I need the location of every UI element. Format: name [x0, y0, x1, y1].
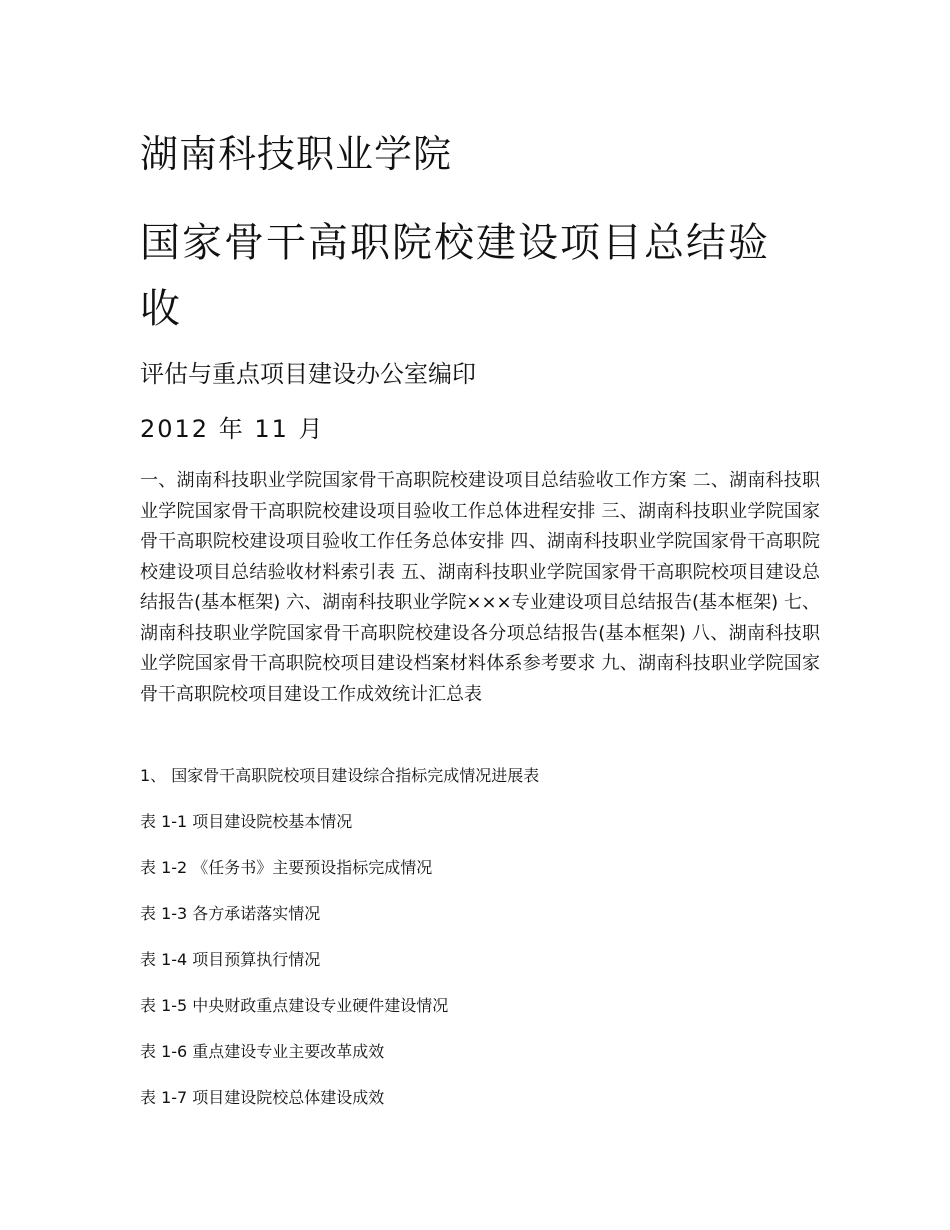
- toc-item-3: 三、湖南科技职业学院国家骨干高职院校建设项目验收工作任务总体安排: [140, 500, 821, 552]
- sub-item-table-1-1: 表 1-1 项目建设院校基本情况: [140, 812, 353, 831]
- toc-item-9: 九、湖南科技职业学院国家骨干高职院校项目建设工作成效统计汇总表: [140, 653, 821, 705]
- table-of-contents: [140, 466, 820, 710]
- sub-item-table-1-4: 表 1-4 项目预算执行情况: [140, 950, 321, 969]
- publish-date: 2012 年 11 月: [140, 415, 325, 443]
- editor-office: 评估与重点项目建设办公室编印: [140, 360, 476, 388]
- sub-item-table-1-5: 表 1-5 中央财政重点建设专业硬件建设情况: [140, 996, 449, 1015]
- stats-table-list: [140, 764, 539, 1132]
- sub-item-table-1-6: 表 1-6 重点建设专业主要改革成效: [140, 1042, 385, 1061]
- sub-item-table-1-3: 表 1-3 各方承诺落实情况: [140, 904, 321, 923]
- sub-item-heading: 1、 国家骨干高职院校项目建设综合指标完成情况进展表: [140, 766, 540, 785]
- document-title: 国家骨干高职院校建设项目总结验收: [140, 220, 770, 332]
- sub-item-table-1-2: 表 1-2 《任务书》主要预设指标完成情况: [140, 858, 433, 877]
- toc-item-8: 八、湖南科技职业学院国家骨干高职院校项目建设档案材料体系参考要求: [140, 622, 820, 674]
- toc-item-6: 六、湖南科技职业学院×××专业建设项目总结报告(基本框架): [286, 592, 779, 613]
- toc-item-1: 一、湖南科技职业学院国家骨干高职院校建设项目总结验收工作方案: [140, 470, 687, 491]
- toc-item-5: 五、湖南科技职业学院国家骨干高职院校项目建设总结报告(基本框架): [140, 561, 821, 613]
- toc-item-4: 四、湖南科技职业学院国家骨干高职院校建设项目总结验收材料索引表: [140, 531, 820, 583]
- toc-item-7: 七、湖南科技职业学院国家骨干高职院校建设各分项总结报告(基本框架): [140, 592, 821, 644]
- sub-item-table-1-7: 表 1-7 项目建设院校总体建设成效: [140, 1088, 385, 1107]
- toc-item-2: 二、湖南科技职业学院国家骨干高职院校建设项目验收工作总体进程安排: [140, 470, 820, 522]
- school-name: 湖南科技职业学院: [140, 132, 453, 176]
